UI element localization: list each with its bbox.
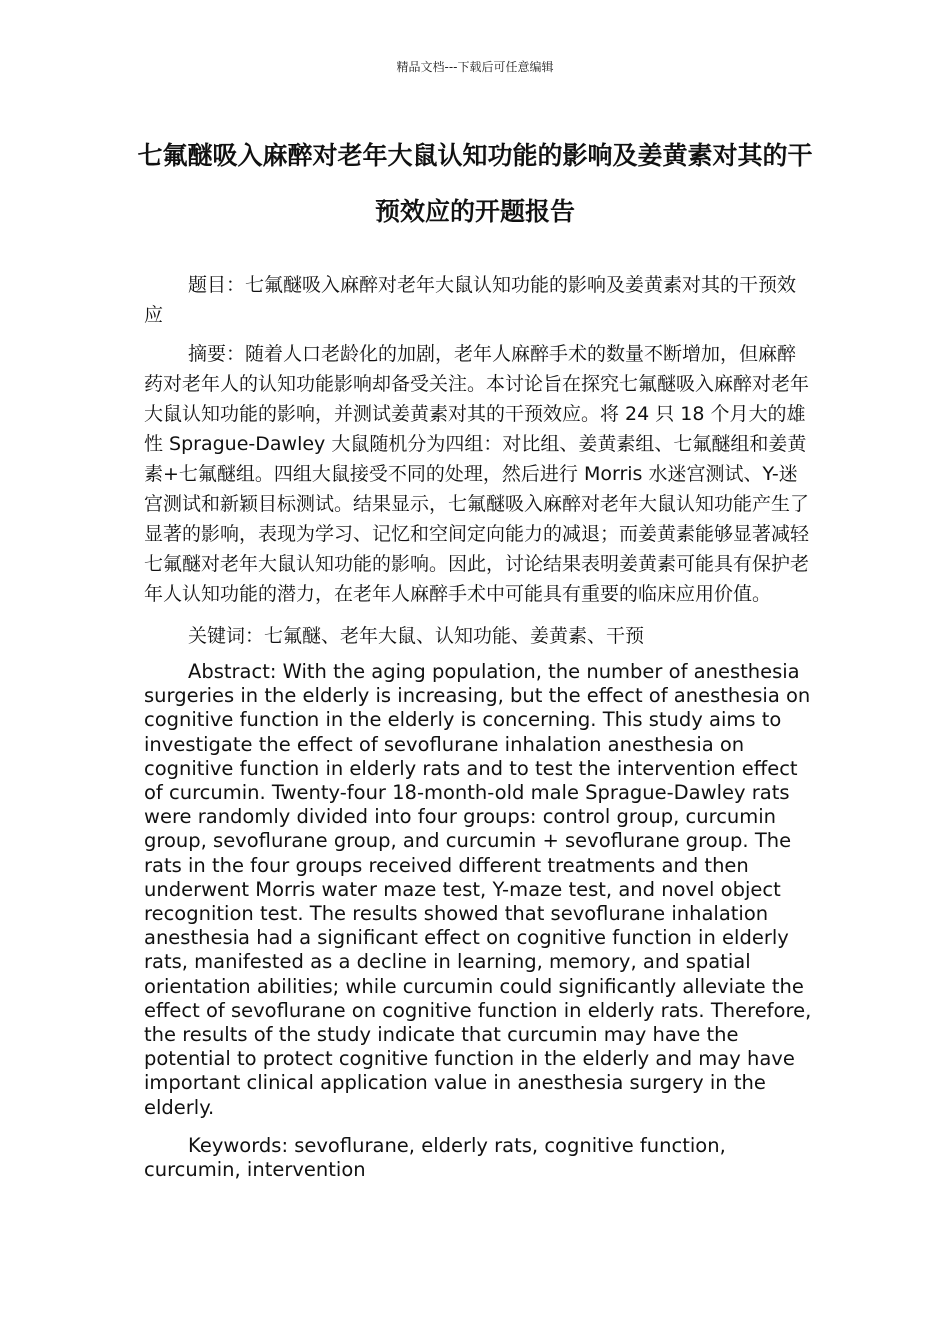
document-body <box>144 270 812 1196</box>
english-keywords-paragraph: Keywords: sevoflurane, elderly rats, cognitive function, curcumin, intervention <box>144 1133 726 1182</box>
document-title: 七氟醚吸入麻醉对老年大鼠认知功能的影响及姜黄素对其的干预效应的开题报告 <box>137 141 813 226</box>
english-abstract-paragraph: Abstract: With the aging population, the number of anesthesia surgeries in the elderly is increasing, but the effect of anesthesia on cognitive function in the elderly is concerning. This study aims to investigate the effect of sevoflurane inhalation anesthesia on cognitive function in elderly rats and to test the intervention effect of curcumin. Twenty-four 18-month-old male Sprague-Dawley rats were randomly divided into four groups: control group, curcumin group, sevoflurane group, and curcumin + sevoflurane group. The rats in the four groups received different treatments and then underwent Morris water maze test, Y-maze test, and novel object recognition test. The results showed that sevoflurane inhalation anesthesia had a significant effect on cognitive function in elderly rats, manifested as a decline in learning, memory, and spatial orientation abilities; while curcumin could significantly alleviate the effect of sevoflurane on cognitive function in elderly rats. Therefore, the results of the study indicate that curcumin may have the potential to protect cognitive function in the elderly and may have important clinical application value in anesthesia surgery in the elderly. <box>144 660 812 1119</box>
topic-paragraph: 题目：七氟醚吸入麻醉对老年大鼠认知功能的影响及姜黄素对其的干预效应 <box>144 274 797 326</box>
chinese-keywords-paragraph: 关键词：七氟醚、老年大鼠、认知功能、姜黄素、干预 <box>188 625 645 647</box>
header-note: 精品文档---下载后可任意编辑 <box>396 60 554 74</box>
chinese-abstract-paragraph: 摘要：随着人口老龄化的加剧，老年人麻醉手术的数量不断增加，但麻醉药对老年人的认知功能影响却备受关注。本讨论旨在探究七氟醚吸入麻醉对老年大鼠认知功能的影响，并测试姜黄素对其的干预效应。将 24 只 18 个月大的雄性 Sprague-Dawley 大鼠随机分为四组：对比组、姜黄素组、七氟醚组和姜黄素+七氟醚组。四组大鼠接受不同的处理，然后进行 Morris 水迷宫测试、Y-迷宫测试和新颖目标测试。结果显示，七氟醚吸入麻醉对老年大鼠认知功能产生了显著的影响，表现为学习、记忆和空间定向能力的减退；而姜黄素能够显著减轻七氟醚对老年大鼠认知功能的影响。因此，讨论结果表明姜黄素可能具有保护老年人认知功能的潜力，在老年人麻醉手术中可能具有重要的临床应用价值。 <box>144 343 810 605</box>
